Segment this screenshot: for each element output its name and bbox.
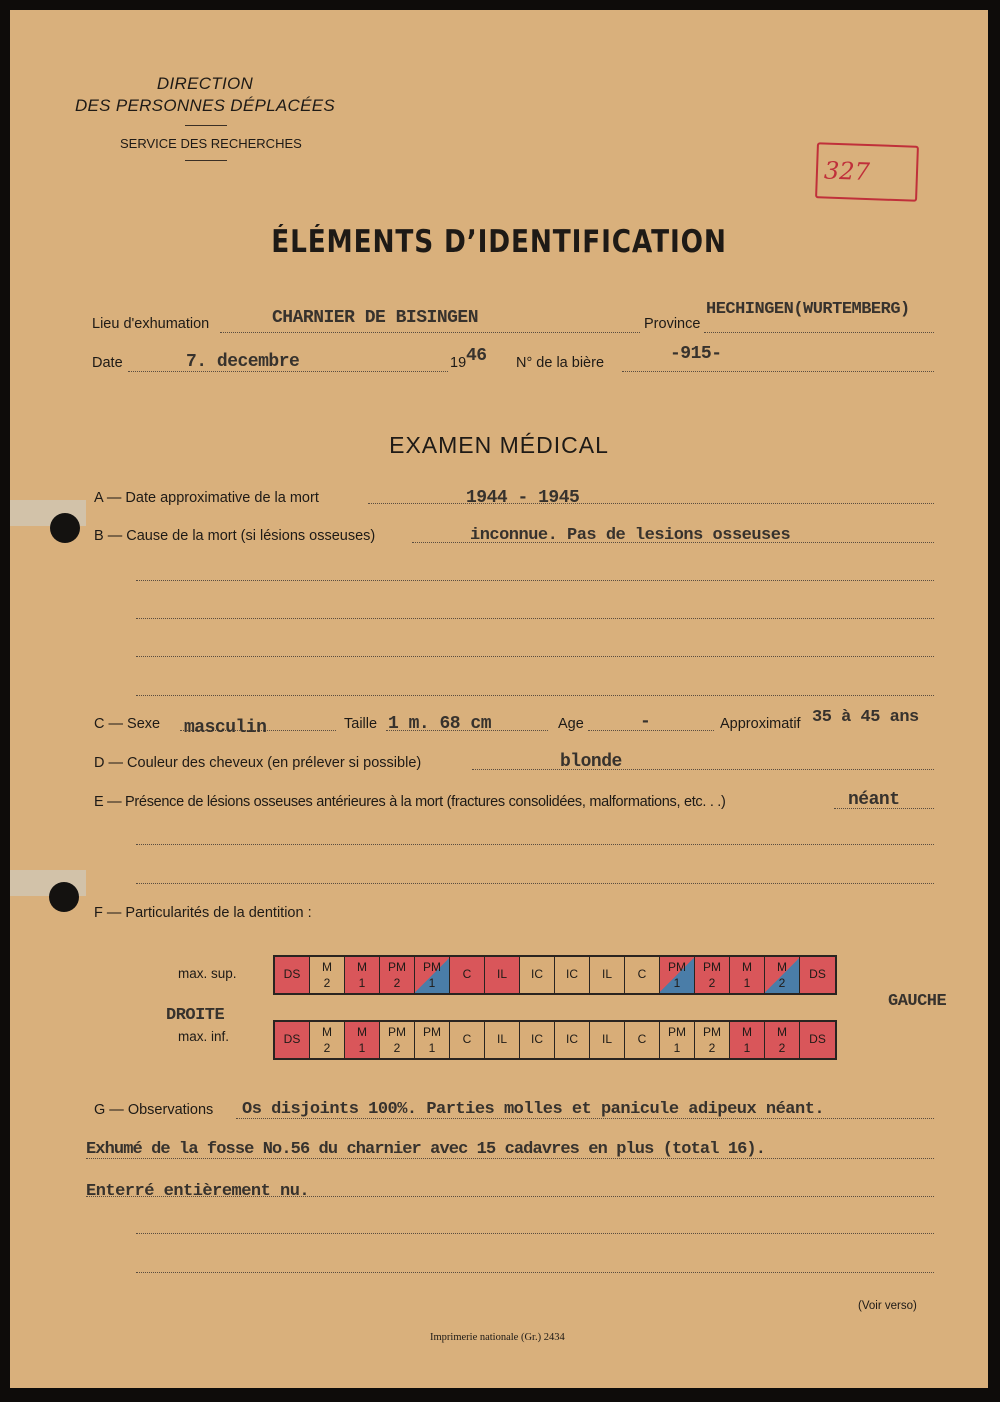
- lieu-value: CHARNIER DE BISINGEN: [272, 308, 479, 328]
- tooth-label: M: [777, 960, 787, 974]
- tooth-number: 1: [743, 976, 751, 990]
- biere-value: -915-: [670, 344, 722, 364]
- item-b-line-3: [136, 618, 934, 619]
- year-prefix: 19: [450, 355, 467, 371]
- tooth-number: 1: [428, 976, 436, 990]
- tooth-label: PM: [423, 1025, 441, 1039]
- tooth-lower-13: [695, 1022, 730, 1058]
- year-value: 46: [466, 346, 487, 366]
- lieu-label: Lieu d'exhumation: [92, 316, 210, 332]
- tooth-label: M: [357, 1025, 367, 1039]
- tooth-label: C: [637, 1032, 647, 1046]
- tooth-label: C: [637, 967, 647, 981]
- tooth-label: C: [462, 967, 472, 981]
- tooth-label: M: [777, 1025, 787, 1039]
- item-d-dotted-line: [472, 769, 934, 770]
- tooth-upper-3: [345, 957, 380, 993]
- header-rule-1: [185, 125, 227, 126]
- tooth-label: M: [742, 960, 752, 974]
- tooth-lower-11: [625, 1022, 660, 1058]
- voir-verso: (Voir verso): [858, 1300, 917, 1312]
- tooth-number: 1: [673, 1041, 681, 1055]
- tooth-lower-15: [765, 1022, 800, 1058]
- tooth-label: DS: [809, 1032, 826, 1046]
- tooth-label: IC: [531, 967, 543, 981]
- item-f-label: F — Particularités de la dentition :: [94, 905, 312, 921]
- tooth-label: PM: [388, 960, 406, 974]
- tooth-upper-2: [310, 957, 345, 993]
- tooth-upper-16: [800, 957, 835, 993]
- tooth-label: PM: [423, 960, 441, 974]
- tooth-label: PM: [668, 960, 686, 974]
- tooth-label: M: [357, 960, 367, 974]
- item-g-label: G — Observations: [94, 1102, 214, 1118]
- tooth-lower-9: [555, 1022, 590, 1058]
- header-service: SERVICE DES RECHERCHES: [120, 136, 302, 151]
- age-label: Age: [558, 716, 584, 732]
- tooth-number: 1: [673, 976, 681, 990]
- section-title: EXAMEN MÉDICAL: [389, 432, 609, 458]
- tooth-label: IL: [496, 967, 507, 981]
- tooth-upper-10: [590, 957, 625, 993]
- tooth-lower-12: [660, 1022, 695, 1058]
- item-b-line-2: [136, 580, 934, 581]
- obs-line-3: Enterré entièrement nu.: [86, 1182, 310, 1201]
- header-rule-2: [185, 160, 227, 161]
- tooth-number: 2: [393, 1041, 401, 1055]
- tooth-label: PM: [388, 1025, 406, 1039]
- tooth-label: PM: [668, 1025, 686, 1039]
- header-direction: DIRECTION: [156, 74, 254, 93]
- obs-line-1: Os disjoints 100%. Parties molles et panicule adipeux néant.: [242, 1100, 825, 1119]
- tooth-lower-1: [275, 1022, 310, 1058]
- tooth-lower-3: [345, 1022, 380, 1058]
- upper-teeth-chart: [273, 955, 837, 995]
- lower-teeth-chart: [273, 1020, 837, 1060]
- approximatif-value: 35 à 45 ans: [812, 708, 919, 727]
- tooth-label: IL: [601, 967, 612, 981]
- droite-label: DROITE: [166, 1006, 225, 1025]
- item-e-value: néant: [848, 790, 900, 810]
- tooth-number: 2: [778, 1041, 786, 1055]
- tooth-upper-7: [485, 957, 520, 993]
- tooth-upper-1: [275, 957, 310, 993]
- item-d-label: D — Couleur des cheveux (en prélever si possible): [94, 755, 422, 771]
- punch-hole-top: [50, 513, 80, 543]
- tooth-lower-4: [380, 1022, 415, 1058]
- biere-dotted-line: [622, 371, 934, 372]
- imprimerie-footer: Imprimerie nationale (Gr.) 2434: [430, 1332, 565, 1343]
- tooth-label: DS: [809, 967, 826, 981]
- tooth-number: 2: [778, 976, 786, 990]
- tooth-upper-4: [380, 957, 415, 993]
- tooth-number: 2: [323, 1041, 331, 1055]
- tooth-upper-12: [660, 957, 695, 993]
- age-dotted-line: [588, 730, 714, 731]
- item-b-label: B — Cause de la mort (si lésions osseuses): [94, 528, 376, 544]
- tooth-label: PM: [703, 960, 721, 974]
- province-value: HECHINGEN(WURTEMBERG): [706, 300, 910, 319]
- tooth-upper-15: [765, 957, 800, 993]
- tooth-upper-6: [450, 957, 485, 993]
- tooth-number: 1: [428, 1041, 436, 1055]
- tooth-lower-5: [415, 1022, 450, 1058]
- tooth-number: 2: [323, 976, 331, 990]
- tooth-label: DS: [283, 1032, 301, 1046]
- tooth-lower-6: [450, 1022, 485, 1058]
- tooth-number: 2: [708, 1041, 716, 1055]
- stamp-number: 327: [823, 156, 871, 187]
- item-e-line-2: [136, 844, 934, 845]
- approximatif-label: Approximatif: [720, 716, 801, 732]
- taille-value: 1 m. 68 cm: [388, 714, 492, 734]
- tooth-label: M: [322, 1025, 332, 1039]
- item-b-line-4: [136, 656, 934, 657]
- tooth-upper-14: [730, 957, 765, 993]
- tooth-lower-7: [485, 1022, 520, 1058]
- tooth-number: 1: [358, 976, 366, 990]
- taille-label: Taille: [344, 716, 378, 732]
- tooth-label: M: [742, 1025, 752, 1039]
- province-label: Province: [644, 316, 701, 332]
- biere-label: N° de la bière: [516, 355, 605, 371]
- tooth-label: IC: [531, 1032, 543, 1046]
- obs-line-2: Exhumé de la fosse No.56 du charnier avec 15 cadavres en plus (total 16).: [86, 1140, 766, 1159]
- tooth-upper-11: [625, 957, 660, 993]
- tooth-label: PM: [703, 1025, 721, 1039]
- tooth-lower-2: [310, 1022, 345, 1058]
- page-title: ÉLÉMENTS D’IDENTIFICATION: [271, 224, 727, 260]
- item-a-value: 1944 - 1945: [466, 488, 580, 508]
- tooth-upper-13: [695, 957, 730, 993]
- item-e-label: E — Présence de lésions osseuses antérieures à la mort (fractures consolidées, malformations, etc. . .): [94, 794, 726, 810]
- form-page: [10, 10, 988, 1388]
- punch-hole-bottom: [49, 882, 79, 912]
- tooth-lower-14: [730, 1022, 765, 1058]
- max-inf-label: max. inf.: [178, 1029, 230, 1044]
- date-value: 7. decembre: [186, 352, 300, 372]
- tooth-label: DS: [283, 967, 301, 981]
- tooth-number: 1: [743, 1041, 751, 1055]
- item-d-value: blonde: [560, 752, 622, 772]
- tooth-upper-5: [415, 957, 450, 993]
- item-a-label: A — Date approximative de la mort: [94, 490, 319, 506]
- gauche-label: GAUCHE: [888, 992, 947, 1011]
- date-label: Date: [92, 355, 123, 371]
- item-a-dotted-line: [368, 503, 934, 504]
- obs-line-5-dots: [136, 1272, 934, 1273]
- header-personnes-deplacees: DES PERSONNES DÉPLACÉES: [74, 96, 336, 115]
- red-number-stamp: [815, 142, 919, 202]
- tooth-lower-10: [590, 1022, 625, 1058]
- tooth-label: M: [322, 960, 332, 974]
- item-b-value: inconnue. Pas de lesions osseuses: [470, 526, 791, 545]
- item-e-line-3: [136, 883, 934, 884]
- age-value: -: [640, 712, 651, 732]
- item-c-label: C — Sexe: [94, 716, 161, 732]
- max-sup-label: max. sup.: [178, 966, 237, 981]
- tooth-number: 1: [358, 1041, 366, 1055]
- tooth-lower-8: [520, 1022, 555, 1058]
- tooth-label: IL: [496, 1032, 507, 1046]
- tooth-label: C: [462, 1032, 472, 1046]
- tooth-number: 2: [708, 976, 716, 990]
- tooth-label: IC: [566, 967, 578, 981]
- province-dotted-line: [704, 332, 934, 333]
- tooth-label: IC: [566, 1032, 578, 1046]
- obs-line-4-dots: [136, 1233, 934, 1234]
- tooth-upper-9: [555, 957, 590, 993]
- tooth-lower-16: [800, 1022, 835, 1058]
- tooth-label: IL: [601, 1032, 612, 1046]
- item-b-line-5: [136, 695, 934, 696]
- lieu-dotted-line: [220, 332, 640, 333]
- sexe-value: masculin: [184, 718, 267, 738]
- tooth-upper-8: [520, 957, 555, 993]
- tooth-number: 2: [393, 976, 401, 990]
